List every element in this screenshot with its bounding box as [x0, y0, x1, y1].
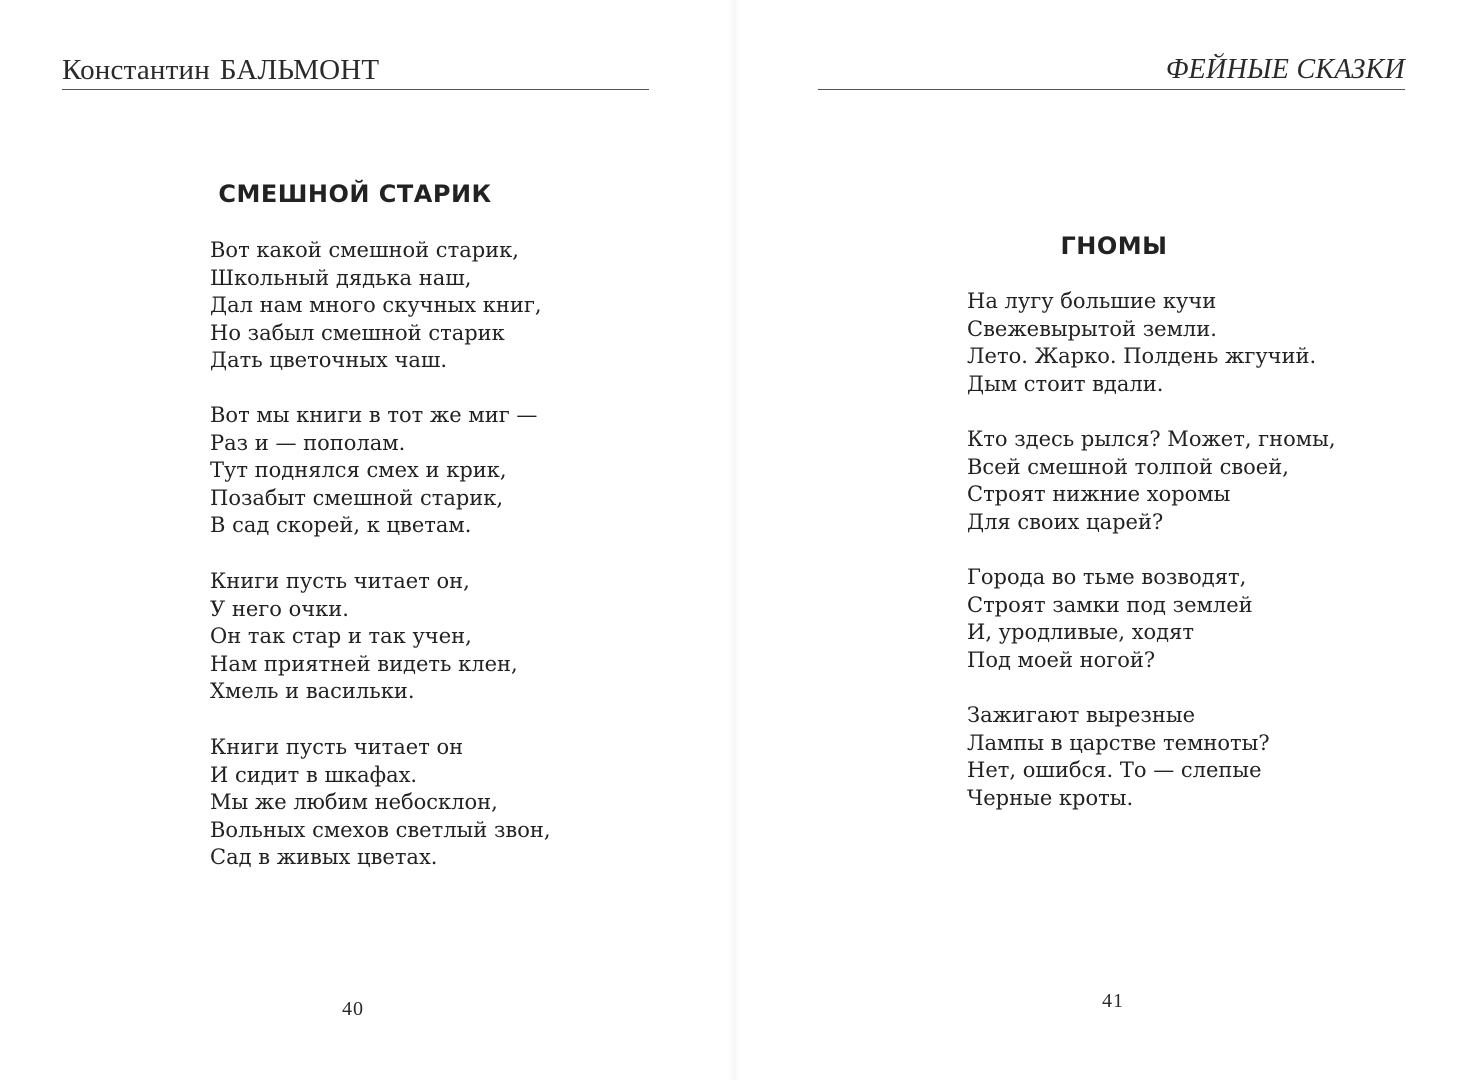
poem-line: Вольных смехов светлый звон,	[210, 817, 551, 842]
poem-line: На лугу большие кучи	[967, 289, 1217, 313]
stanza	[967, 288, 1316, 398]
poem-line: Книги пусть читает он	[210, 735, 464, 759]
poem-line: Строят замки под землей	[967, 592, 1253, 617]
poem-line: Дать цветочных чаш.	[210, 348, 448, 373]
poem-line: Раз и — пополам.	[210, 430, 406, 455]
poem-line: Черные кроты.	[967, 785, 1134, 810]
poem-line: Строят нижние хоромы	[967, 482, 1231, 507]
stanza	[967, 564, 1253, 674]
poem-line: Позабыт смешной старик,	[210, 485, 504, 510]
poem-line: Города во тьме возводят,	[967, 565, 1247, 589]
stanza	[210, 734, 551, 872]
stanza	[967, 426, 1336, 536]
poem-line: Вот мы книги в тот же миг —	[210, 403, 538, 427]
running-head-author	[62, 54, 379, 87]
poem-line: Свежевырытой земли.	[967, 316, 1217, 341]
poem-line: Тут поднялся смех и крик,	[210, 458, 507, 483]
poem-line: У него очки.	[210, 596, 349, 621]
stanza	[210, 402, 537, 540]
left-page	[0, 0, 728, 1080]
page-number: 41	[1102, 990, 1124, 1012]
poem-line: Хмель и васильки.	[210, 679, 415, 704]
poem-title: ГНОМЫ	[1060, 232, 1168, 260]
book-gutter	[728, 0, 740, 1080]
poem-line: В сад скорей, к цветам.	[210, 513, 472, 538]
poem-line: Дал нам много скучных книг,	[210, 293, 542, 318]
poem-line: Сад в живых цветах.	[210, 845, 438, 870]
running-head-book-title: ФЕЙНЫЕ СКАЗКИ	[1165, 54, 1405, 85]
stanza	[210, 568, 518, 706]
poem-line: И, уродливые, ходят	[967, 620, 1194, 645]
poem-line: Нет, ошибся. То — слепые	[967, 758, 1262, 783]
poem-line: Мы же любим небосклон,	[210, 790, 498, 815]
stanza	[967, 702, 1270, 812]
poem-line: Школьный дядька наш,	[210, 265, 472, 290]
author-first-name: Константин	[62, 54, 210, 86]
header-rule	[62, 89, 649, 90]
poem-line: Вот какой смешной старик,	[210, 238, 519, 262]
poem-line: Он так стар и так учен,	[210, 624, 472, 649]
poem-line: Дым стоит вдали.	[967, 371, 1164, 396]
poem-line: Лампы в царстве темноты?	[967, 730, 1270, 755]
poem-line: Кто здесь рылся? Может, гномы,	[967, 427, 1336, 451]
page-number: 40	[342, 998, 364, 1020]
poem-line: И сидит в шкафах.	[210, 762, 418, 787]
poem-line: Но забыл смешной старик	[210, 320, 505, 345]
poem-line: Лето. Жарко. Полдень жгучий.	[967, 344, 1317, 369]
poem-line: Книги пусть читает он,	[210, 569, 470, 593]
author-last-name: БАЛЬМОНТ	[219, 54, 380, 86]
right-page	[740, 0, 1467, 1080]
header-rule	[818, 89, 1405, 90]
poem-title: СМЕШНОЙ СТАРИК	[218, 180, 492, 208]
stanza	[210, 237, 542, 375]
poem-line: Для своих царей?	[967, 509, 1164, 534]
poem-line: Зажигают вырезные	[967, 703, 1196, 727]
poem-line: Под моей ногой?	[967, 647, 1156, 672]
poem-line: Нам приятней видеть клен,	[210, 651, 518, 676]
poem-line: Всей смешной толпой своей,	[967, 454, 1289, 479]
